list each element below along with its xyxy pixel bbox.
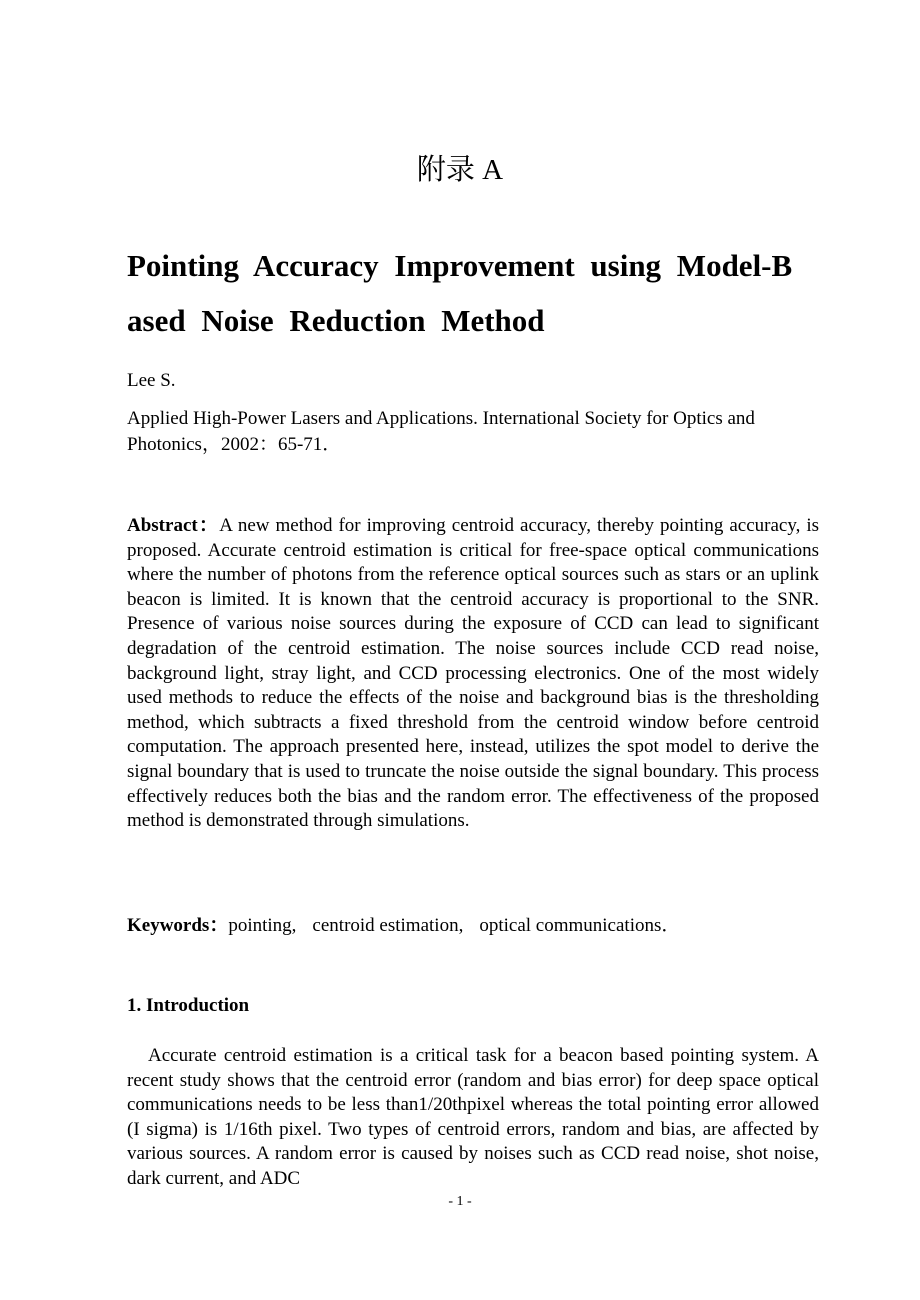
keyword: pointing, [228,915,297,936]
page-number: - 1 - [448,1194,472,1209]
appendix-heading: 附录 A [416,154,504,186]
paper-title [127,238,819,348]
paper-title-line-2: ased Noise Reduction Method [127,303,545,338]
publication-source: Applied High-Power Lasers and Applications. International Society for Optics and Photonics，2002：65-71． [127,408,755,455]
keywords-label: Keywords： [127,915,229,936]
introduction-paragraph: Accurate centroid estimation is a critical task for a beacon based pointing system. A recent study shows that the centroid error (random and bias error) for deep space optical communications needs to be less than1/20thpixel whereas the total pointing error allowed (I sigma) is 1/16th pixel. Two types of centroid errors, random and bias, are affected by various sources. A random error is caused by noises such as CCD read noise, shot noise, dark current, and ADC [127,1045,819,1189]
abstract-text: A new method for improving centroid accuracy, thereby pointing accuracy, is proposed. Accurate centroid estimation is critical for free-space optical communications where the number of photons from the reference optical sources such as stars or an uplink beacon is limited. It is known that the centroid accuracy is proportional to the SNR. Presence of various noise sources during the exposure of CCD can lead to significant degradation of the centroid estimation. The noise sources include CCD read noise, background light, stray light, and CCD processing electronics. One of the most widely used methods to reduce the effects of the noise and background bias is the thresholding method, which subtracts a fixed threshold from the centroid window before centroid computation. The approach presented here, instead, utilizes the spot model to derive the signal boundary that is used to truncate the noise outside the signal boundary. This process effectively reduces both the bias and the random error. The effectiveness of the proposed method is demonstrated through simulations. [127,515,819,832]
author: Lee S. [127,370,176,391]
section-heading-introduction: 1. Introduction [127,995,250,1016]
abstract-label: Abstract： [127,515,220,536]
paper-title-line-1: Pointing Accuracy Improvement using Model-B [127,248,793,283]
keywords [127,913,819,939]
abstract [127,514,819,834]
keyword: optical communications． [479,915,681,936]
keyword: centroid estimation, [312,915,464,936]
